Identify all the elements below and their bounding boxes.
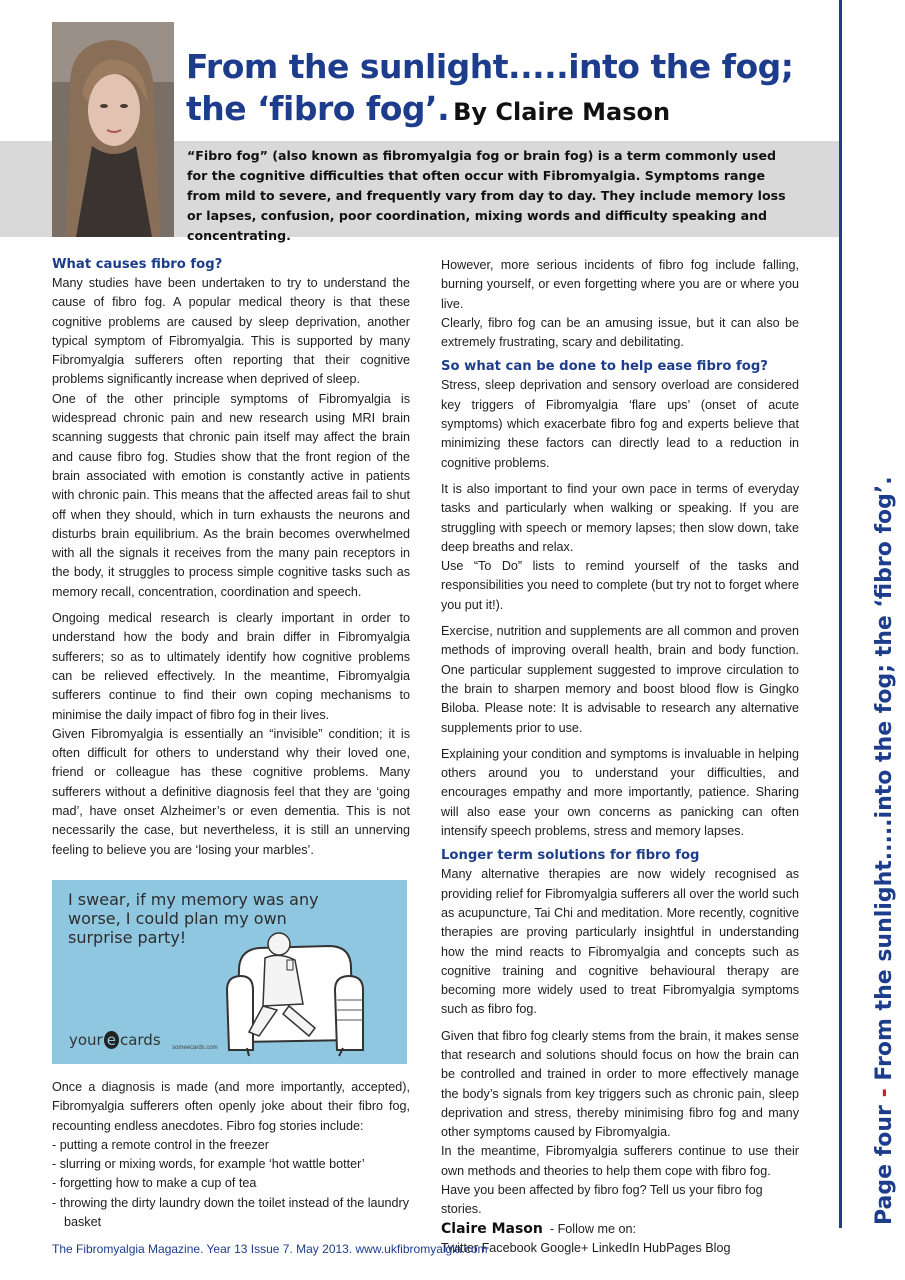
paragraph: Once a diagnosis is made (and more importantly, accepted), Fibromyalgia sufferers often openly joke about their fibro fog, recounting endless anecdotes. Fibro fog stories include: bbox=[52, 1079, 410, 1133]
page-label: Page four bbox=[872, 1105, 897, 1225]
ecard-url: someecards.com bbox=[172, 1044, 218, 1051]
side-dash: - bbox=[872, 1088, 897, 1098]
paragraph: Clearly, fibro fog can be an amusing issue, but it can also be extremely frustrating, scary and debilitating. bbox=[441, 315, 799, 350]
title-line2: the ‘fibro fog’. bbox=[186, 89, 450, 128]
ecard-line: I swear, if my memory was any bbox=[68, 889, 319, 909]
logo-part: e bbox=[104, 1031, 119, 1049]
heading-what-can-be-done: So what can be done to help ease fibro fog? bbox=[441, 359, 768, 375]
ecard-line: surprise party! bbox=[68, 927, 187, 947]
list-item: - forgetting how to make a cup of tea bbox=[52, 1176, 257, 1191]
side-article-title: From the sunlight.....into the fog; the ‘fibro fog’. bbox=[872, 476, 897, 1081]
logo-part: cards bbox=[119, 1030, 161, 1049]
author-photo bbox=[52, 22, 174, 237]
paragraph: Use “To Do” lists to remind yourself of the tasks and responsibilities you need to complete (but try not to forget where you put it!). bbox=[441, 559, 799, 612]
armchair-illustration bbox=[219, 920, 369, 1060]
follow-text: - Follow me on: bbox=[549, 1221, 636, 1236]
title-line1: From the sunlight.....into the fog; bbox=[186, 47, 794, 86]
fibro-fog-stories-list bbox=[52, 1136, 410, 1232]
author-name: Claire Mason bbox=[441, 1220, 543, 1237]
right-column bbox=[441, 256, 799, 1258]
paragraph: It is also important to find your own pace in terms of everyday tasks and particularly when walking or speaking. If you are struggling with speech or memory lapses; then slow down, take deep breaths and relax. bbox=[441, 481, 799, 554]
paragraph: Many alternative therapies are now widely recognised as providing relief for Fibromyalgia sufferers all over the world such as acupuncture, Tai Chi and meditation. More recently, cognitive therapies are proving particularly insightful in understanding how the mind reacts to Fibromyalgia and concepts such as cognitive training and cognitive behavioural therapy are becoming more widely used to treat Fibromyalgia symptoms such as fibro fog. bbox=[441, 867, 799, 1017]
paragraph: In the meantime, Fibromyalgia sufferers continue to use their own methods and theories to help them cope with fibro fog. bbox=[441, 1144, 799, 1178]
paragraph: Have you been affected by fibro fog? Tell us your fibro fog stories. bbox=[441, 1183, 763, 1217]
article-title bbox=[186, 46, 806, 133]
social-links: Twitter Facebook Google+ LinkedIn HubPages Blog bbox=[441, 1240, 731, 1255]
left-column bbox=[52, 256, 410, 1232]
list-item: - throwing the dirty laundry down the toilet instead of the laundry basket bbox=[52, 1195, 410, 1229]
paragraph: One of the other principle symptoms of Fibromyalgia is widespread chronic pain and new research using MRI brain scanning suggests that chronic pain itself may affect the brain and cause fibro fog. Studies show that the front region of the brain associated with emotion is constantly active in patients with chronic pain. This means that the affected areas fail to shut off when they should, which in turn exhausts the neurons and disturbs brain equilibrium. As the brain becomes overwhelmed with all the signals it receives from the many pain receptors in the body, it struggles to process simple cognitive tasks such as memory recall, concentration, coordination and speech. bbox=[52, 391, 410, 599]
paragraph: Many studies have been undertaken to try to understand the cause of fibro fog. A popular medical theory is that these cognitive problems are caused by sleep deprivation, another typical symptom of Fibromyalgia. This is supported by many Fibromyalgia sufferers often reporting that their cognitive problems significantly increase when deprived of sleep. bbox=[52, 276, 410, 387]
someecards-logo bbox=[69, 1031, 161, 1050]
side-title bbox=[872, 476, 897, 1225]
paragraph: Stress, sleep deprivation and sensory overload are considered key triggers of Fibromyalgia ‘flare ups’ (onset of acute symptoms) which exacerbate fibro fog and experts believe that minimizing these factors can directly lead to a reduction in cognitive problems. bbox=[441, 378, 799, 470]
ecard-line: worse, I could plan my own bbox=[68, 908, 287, 928]
side-rule bbox=[839, 0, 842, 1228]
heading-longer-term: Longer term solutions for fibro fog bbox=[441, 848, 700, 864]
paragraph: Exercise, nutrition and supplements are all common and proven methods of improving overall health, brain and body function. One particular supplement suggested to improve circulation to the brain to sharpen memory and boost blood flow is Gingko Biloba. Please note: It is advisable to research any alternative supplements prior to use. bbox=[441, 624, 799, 735]
intro-paragraph: “Fibro fog” (also known as fibromyalgia fog or brain fog) is a term commonly used for the cognitive difficulties that often occur with Fibromyalgia. Symptoms range from mild to severe, and frequently vary from day to day. They include memory loss or lapses, confusion, poor coordination, mixing words and difficulty speaking and concentrating. bbox=[187, 148, 786, 243]
paragraph: However, more serious incidents of fibro fog include falling, burning yourself, or even forgetting where you are or where you live. bbox=[441, 258, 799, 311]
paragraph: Given Fibromyalgia is essentially an “invisible” condition; it is often difficult for others to understand why their loved one, friend or colleague has these cognitive problems. Many sufferers without a definitive diagnosis feel that they are ‘going mad’, have onset Alzheimer’s or even dementia. This is not necessarily the case, but nevertheless, it is still an unnerving feeling to believe you are ‘losing your marbles’. bbox=[52, 726, 410, 857]
list-item: - putting a remote control in the freezer bbox=[52, 1137, 270, 1152]
byline: By Claire Mason bbox=[453, 98, 671, 126]
paragraph: Given that fibro fog clearly stems from the brain, it makes sense that research and solutions should focus on how the brain can be controlled and trained in order to more effectively manage the body’s signals from key triggers such as chronic pain, sleep deprivation and stress, thereby minimising fibro fog and many other symptoms caused by Fibromyalgia. bbox=[441, 1028, 799, 1140]
heading-what-causes: What causes fibro fog? bbox=[52, 257, 223, 272]
logo-part: your bbox=[69, 1030, 103, 1049]
paragraph: Ongoing medical research is clearly important in order to understand how the body and brain differ in Fibromyalgia sufferers; so as to ultimately identify how cognitive problems can be relieved effectively. In the meantime, Fibromyalgia sufferers continue to find their own coping mechanisms to minimise the daily impact of fibro fog in their lives. bbox=[52, 611, 410, 722]
list-item: - slurring or mixing words, for example ‘hot wattle botter’ bbox=[52, 1157, 365, 1172]
footer: The Fibromyalgia Magazine. Year 13 Issue 7. May 2013. www.ukfibromyalgia.com bbox=[52, 1242, 488, 1256]
author-signoff bbox=[441, 1220, 799, 1239]
ecard-image bbox=[52, 880, 407, 1064]
paragraph: Explaining your condition and symptoms is invaluable in helping others around you to understand your difficulties, and encourages empathy and more importantly, patience. Sharing will also ease your own concerns as panicking can often intensify speech problems, stress and memory lapses. bbox=[441, 746, 799, 839]
